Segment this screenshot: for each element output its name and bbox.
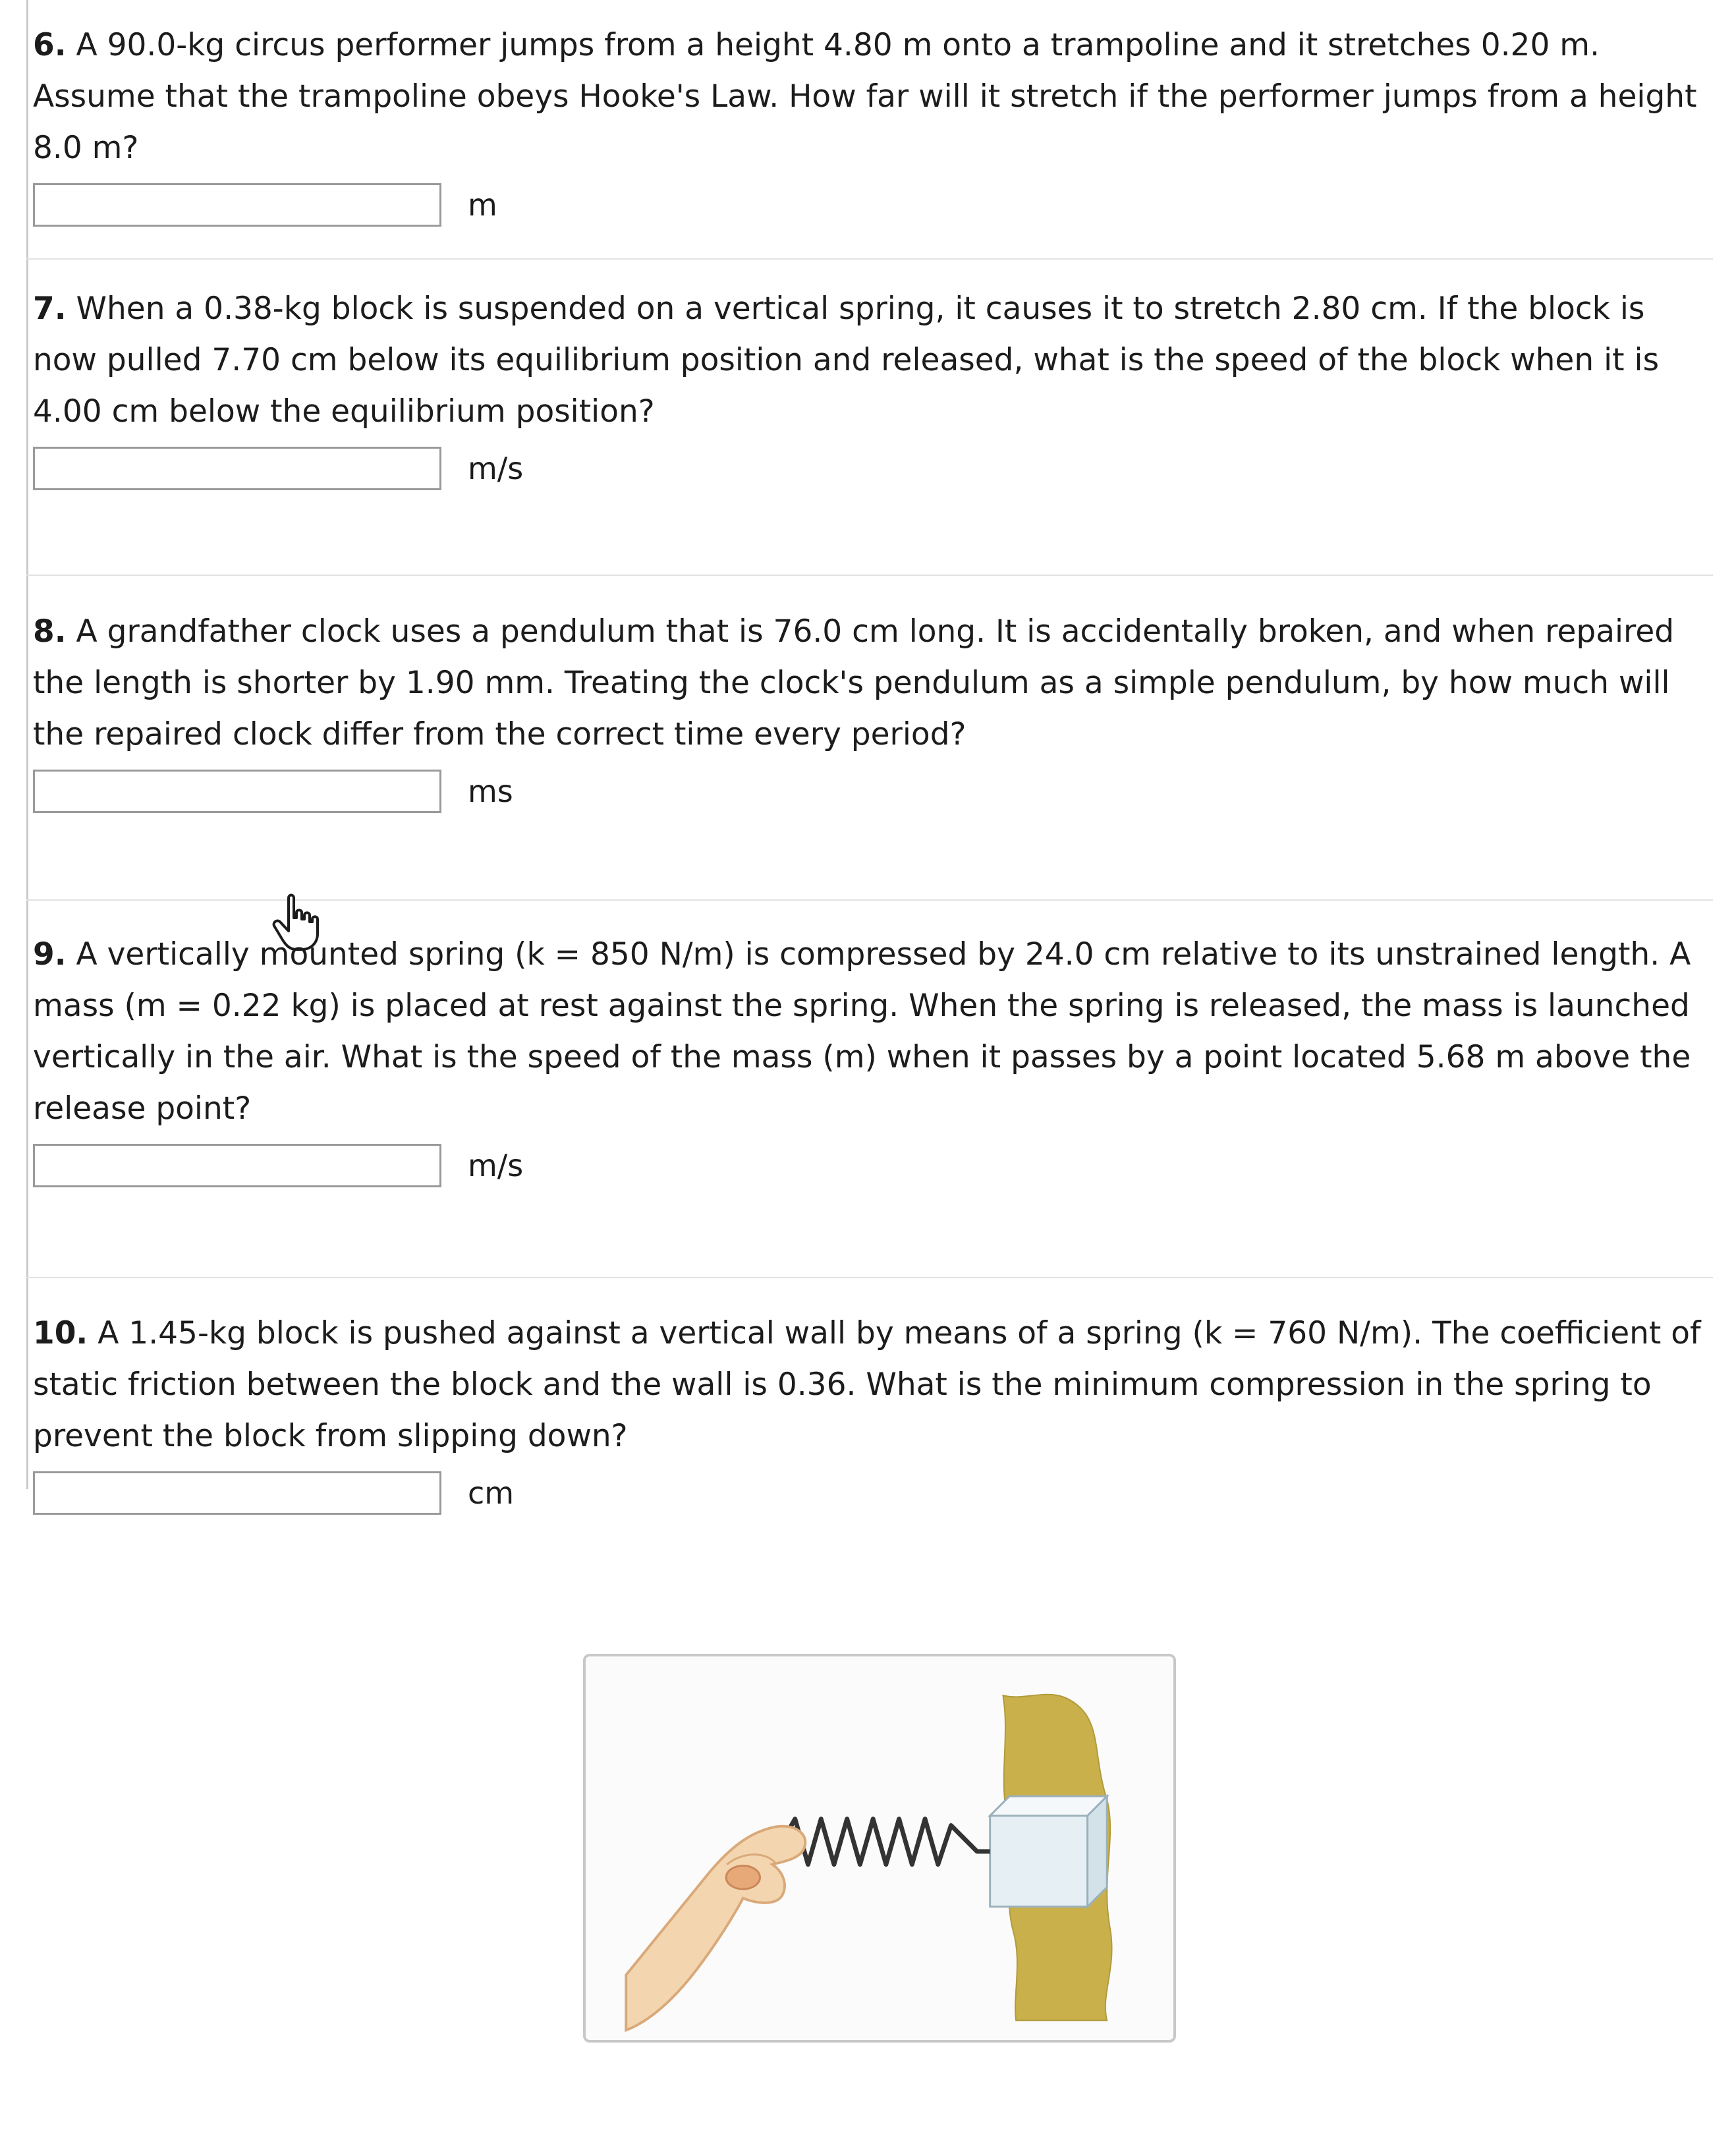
question-6 (33, 20, 1706, 227)
question-6-answer-row (33, 183, 1706, 227)
spring-coil (782, 1819, 990, 1865)
left-border-rule (26, 0, 28, 1489)
question-6-number: 6. (33, 27, 67, 63)
question-8-unit: ms (468, 774, 513, 809)
question-7-answer-row (33, 447, 1706, 490)
question-10-text (33, 1308, 1706, 1462)
question-7 (33, 283, 1706, 490)
divider-6-7 (26, 258, 1713, 260)
question-6-body: A 90.0-kg circus performer jumps from a height 4.80 m onto a trampoline and it stretches 0.20 m. Assume that the trampoline obeys Hooke's Law. How far will it stretch if the performer jumps from a height 8.0 m? (33, 27, 1697, 166)
question-8-number: 8. (33, 613, 67, 650)
question-6-text (33, 20, 1706, 174)
question-9 (33, 929, 1706, 1187)
question-8-body: A grandfather clock uses a pendulum that is 76.0 cm long. It is accidentally broken, and when repaired the length is shorter by 1.90 mm. Treating the clock's pendulum as a simple pendulum, by how much will the repaired clock differ from the correct time every period? (33, 613, 1675, 752)
question-9-answer-input[interactable] (33, 1144, 441, 1187)
question-10-number: 10. (33, 1315, 88, 1351)
question-6-unit: m (468, 187, 497, 223)
question-7-body: When a 0.38-kg block is suspended on a vertical spring, it causes it to stretch 2.80 cm. If the block is now pulled 7.70 cm below its equilibrium position and released, what is the speed of the block when it is 4.00 cm below the equilibrium position? (33, 291, 1660, 430)
divider-9-10 (26, 1277, 1713, 1278)
question-8 (33, 606, 1706, 813)
hand-shape (626, 1826, 805, 2030)
question-9-unit: m/s (468, 1148, 524, 1183)
question-8-answer-input[interactable] (33, 770, 441, 813)
question-9-answer-row (33, 1144, 1706, 1187)
question-9-body: A vertically mounted spring (k = 850 N/m) is compressed by 24.0 cm relative to its unstrained length. A mass (m = 0.22 kg) is placed at rest against the spring. When the spring is released, the mass is launched vertically in the air. What is the speed of the mass (m) when it passes by a point located 5.68 m above the release point? (33, 936, 1691, 1127)
question-10 (33, 1308, 1706, 1515)
divider-7-8 (26, 575, 1713, 576)
question-10-answer-row (33, 1471, 1706, 1515)
question-7-unit: m/s (468, 451, 524, 486)
question-8-text (33, 606, 1706, 760)
question-10-answer-input[interactable] (33, 1471, 441, 1515)
question-9-number: 9. (33, 936, 67, 973)
block-shape (990, 1796, 1107, 1907)
question-9-text (33, 929, 1706, 1135)
hand-spring-block-wall-illustration (586, 1656, 1173, 2040)
question-7-answer-input[interactable] (33, 447, 441, 490)
spring-block-wall-figure (583, 1654, 1176, 2043)
question-7-number: 7. (33, 291, 67, 327)
question-10-unit: cm (468, 1475, 515, 1511)
question-6-answer-input[interactable] (33, 183, 441, 227)
question-7-text (33, 283, 1706, 438)
question-8-answer-row (33, 770, 1706, 813)
question-10-body: A 1.45-kg block is pushed against a vertical wall by means of a spring (k = 760 N/m). The coefficient of static friction between the block and the wall is 0.36. What is the minimum compression in the spring to prevent the block from slipping down? (33, 1315, 1701, 1454)
